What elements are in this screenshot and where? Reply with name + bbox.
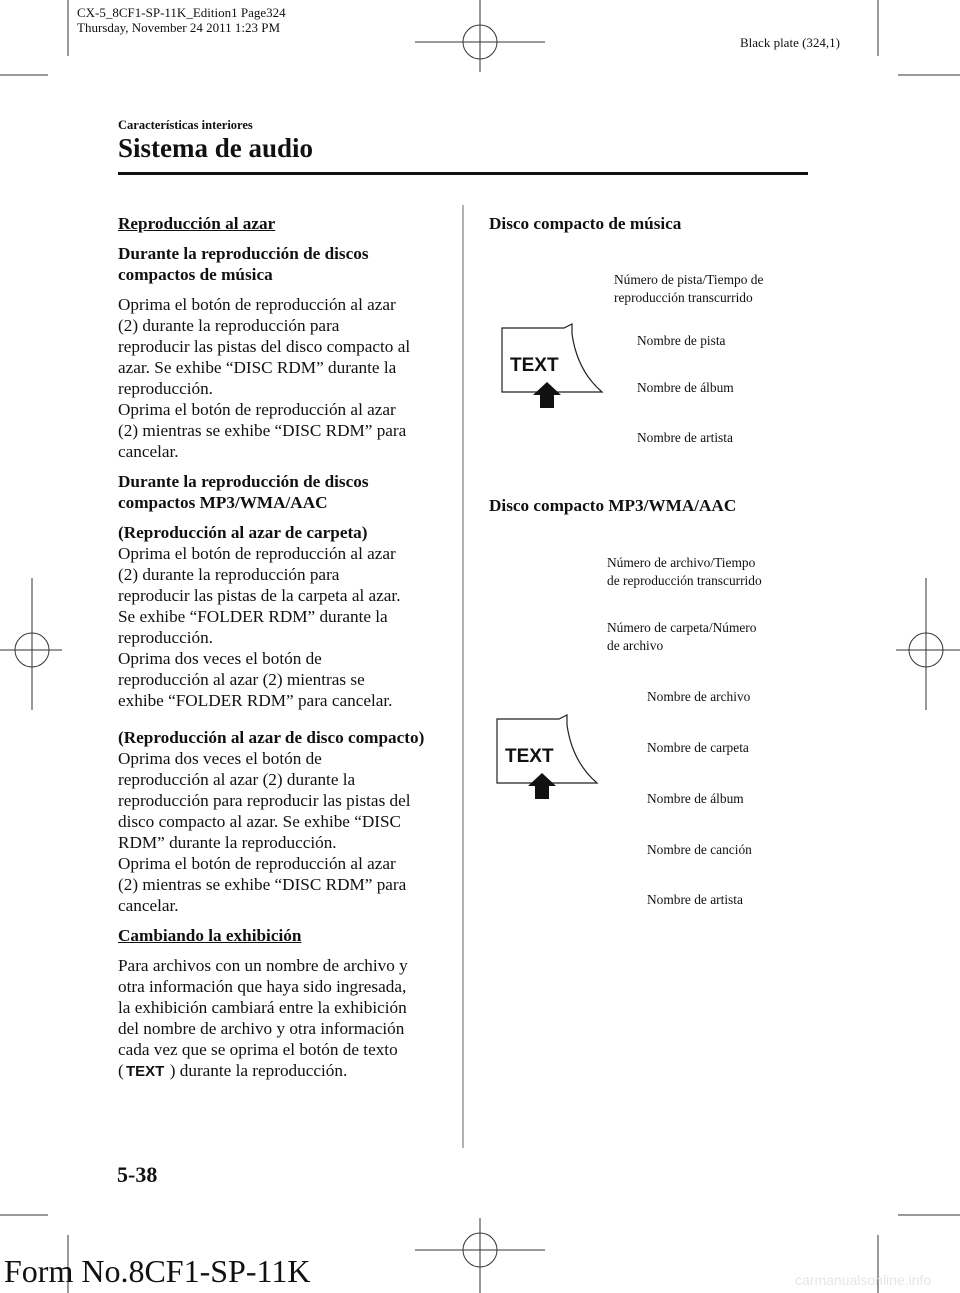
label-file-name: Nombre de archivo <box>647 689 751 704</box>
file-info-line-1: CX-5_8CF1-SP-11K_Edition1 Page324 <box>77 5 286 20</box>
left-column <box>118 213 448 1090</box>
label-line: Número de pista/Tiempo de <box>614 272 764 287</box>
folder-paragraph <box>118 522 448 711</box>
title-rule <box>118 172 808 175</box>
label-album-name: Nombre de álbum <box>647 791 744 806</box>
text-line: del nombre de archivo y otra información <box>118 1019 405 1038</box>
text-line: (2) mientras se exhibe “DISC RDM” para <box>118 421 407 440</box>
label-artist-name: Nombre de artista <box>637 430 733 445</box>
text-button-illustration <box>495 713 600 809</box>
label-artist-name: Nombre de artista <box>647 892 743 907</box>
text-line: (2) mientras se exhibe “DISC RDM” para <box>118 875 407 894</box>
text-line: Oprima el botón de reproducción al azar <box>118 295 396 314</box>
text-line: reproducción para reproducir las pistas del <box>118 791 411 810</box>
text-line: exhibe “FOLDER RDM” para cancelar. <box>118 691 393 710</box>
cd-music-paragraph <box>118 294 448 462</box>
text-line: Oprima el botón de reproducción al azar <box>118 854 396 873</box>
watermark: carmanualsonline.info <box>795 1272 932 1288</box>
text-line: reproducir las pistas del disco compacto al <box>118 337 411 356</box>
folder-heading: (Reproducción al azar de carpeta) <box>118 523 368 542</box>
text-line: reproducción. <box>118 628 213 647</box>
file-info-line-2: Thursday, November 24 2011 1:23 PM <box>77 20 281 35</box>
text-line: cada vez que se oprima el botón de texto <box>118 1040 398 1059</box>
text-line: RDM” durante la reproducción. <box>118 833 337 852</box>
text-line: reproducción al azar (2) durante la <box>118 770 356 789</box>
text-line: la exhibición cambiará entre la exhibición <box>118 998 407 1017</box>
disc-paragraph <box>118 727 448 916</box>
display-heading: Cambiando la exhibición <box>118 926 302 945</box>
disc-heading: (Reproducción al azar de disco compacto) <box>118 728 425 747</box>
page-title: Sistema de audio <box>118 133 314 163</box>
label-track-number-time <box>614 271 763 307</box>
text-line: disco compacto al azar. Se exhibe “DISC <box>118 812 402 831</box>
text-line: reproducir las pistas de la carpeta al azar. <box>118 586 401 605</box>
display-paragraph <box>118 955 448 1081</box>
file-info <box>77 5 286 35</box>
section-label: Características interiores <box>118 118 253 132</box>
display-suffix: ) durante la reproducción. <box>169 1061 348 1080</box>
label-line: reproducción transcurrido <box>614 290 753 305</box>
text-line: azar. Se exhibe “DISC RDM” durante la <box>118 358 397 377</box>
text-line: reproducción. <box>118 379 213 398</box>
plate-label: Black plate (324,1) <box>740 35 840 50</box>
page-number: 5-38 <box>117 1162 158 1187</box>
mp3-heading: Durante la reproducción de discos compactos MP3/WMA/AAC <box>118 472 369 512</box>
text-line: otra información que haya sido ingresada, <box>118 977 407 996</box>
text-line: reproducción al azar (2) mientras se <box>118 670 365 689</box>
label-folder-file-number <box>607 619 756 655</box>
text-line: cancelar. <box>118 896 179 915</box>
label-album-name: Nombre de álbum <box>637 380 734 395</box>
label-song-name: Nombre de canción <box>647 842 752 857</box>
label-line: de reproducción transcurrido <box>607 573 762 588</box>
random-heading: Reproducción al azar <box>118 214 276 233</box>
label-line: de archivo <box>607 638 664 653</box>
text-button-label: TEXT <box>505 746 554 767</box>
paren-open: ( <box>118 1061 124 1080</box>
text-line: Oprima dos veces el botón de <box>118 649 322 668</box>
label-folder-name: Nombre de carpeta <box>647 740 749 755</box>
text-line: Para archivos con un nombre de archivo y <box>118 956 408 975</box>
label-track-name: Nombre de pista <box>637 333 726 348</box>
text-line: Oprima dos veces el botón de <box>118 749 322 768</box>
text-button-label: TEXT <box>125 1063 165 1078</box>
label-file-number-time <box>607 554 762 590</box>
text-line: Se exhibe “FOLDER RDM” durante la <box>118 607 388 626</box>
cd-heading: Disco compacto de música <box>489 214 682 233</box>
cd-music-heading: Durante la reproducción de discos compactos de música <box>118 244 369 284</box>
text-line: Oprima el botón de reproducción al azar <box>118 544 396 563</box>
text-line: (2) durante la reproducción para <box>118 316 340 335</box>
label-line: Número de archivo/Tiempo <box>607 555 756 570</box>
text-button-icon <box>124 1063 170 1078</box>
text-button-illustration <box>500 322 605 418</box>
text-line: (2) durante la reproducción para <box>118 565 340 584</box>
text-line: Oprima el botón de reproducción al azar <box>118 400 396 419</box>
label-line: Número de carpeta/Número <box>607 620 757 635</box>
mp3-cd-heading: Disco compacto MP3/WMA/AAC <box>489 496 737 515</box>
form-number: Form No.8CF1-SP-11K <box>4 1253 311 1289</box>
text-line: cancelar. <box>118 442 179 461</box>
text-button-label: TEXT <box>510 355 559 376</box>
text-line-with-button <box>118 1060 448 1081</box>
